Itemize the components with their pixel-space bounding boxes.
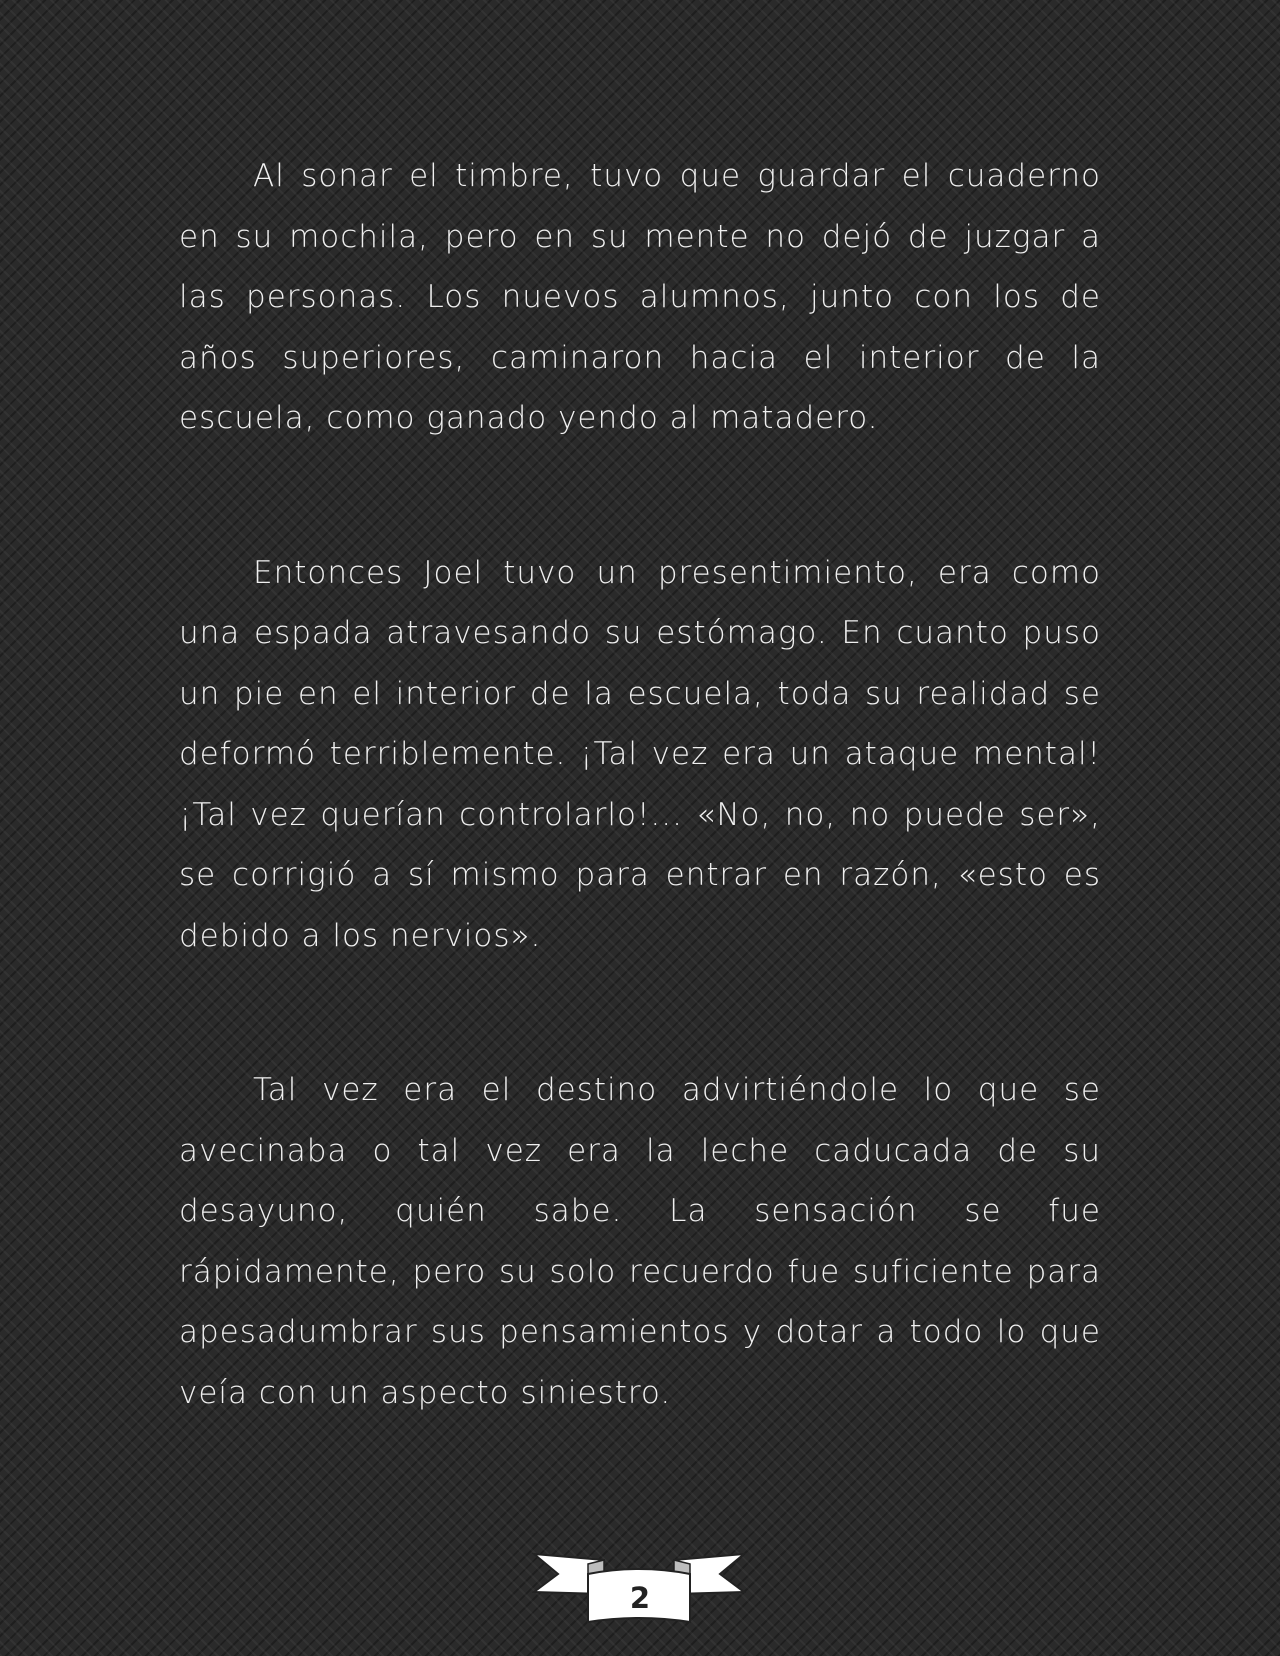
page-number-banner	[532, 1548, 746, 1632]
paragraph-2: Entonces Joel tuvo un presentimiento, era como una espada atravesando su estómago. En cuanto puso un pie en el interior de la escuela, toda su realidad se deformó terriblemente. ¡Tal vez era un ataque mental! ¡Tal vez querían controlarlo!... «No, no, no puede ser», se corrigió a sí mismo para entrar en razón, «esto es debido a los nervios».	[179, 554, 1101, 954]
body-text	[179, 146, 1101, 1423]
page-number: 2	[629, 1581, 651, 1615]
paragraph-3: Tal vez era el destino advirtiéndole lo que se avecinaba o tal vez era la leche caducada de su desayuno, quién sabe. La sensación se fue rápidamente, pero su solo recuerdo fue suficiente para apesadumbrar sus pensamientos y dotar a todo lo que veía con un aspecto siniestro.	[179, 1072, 1101, 1411]
paragraph-1: Al sonar el timbre, tuvo que guardar el cuaderno en su mochila, pero en su mente no dejó de juzgar a las personas. Los nuevos alumnos, junto con los de años superiores, caminaron hacia el interior de la escuela, como ganado yendo al matadero.	[179, 158, 1101, 436]
